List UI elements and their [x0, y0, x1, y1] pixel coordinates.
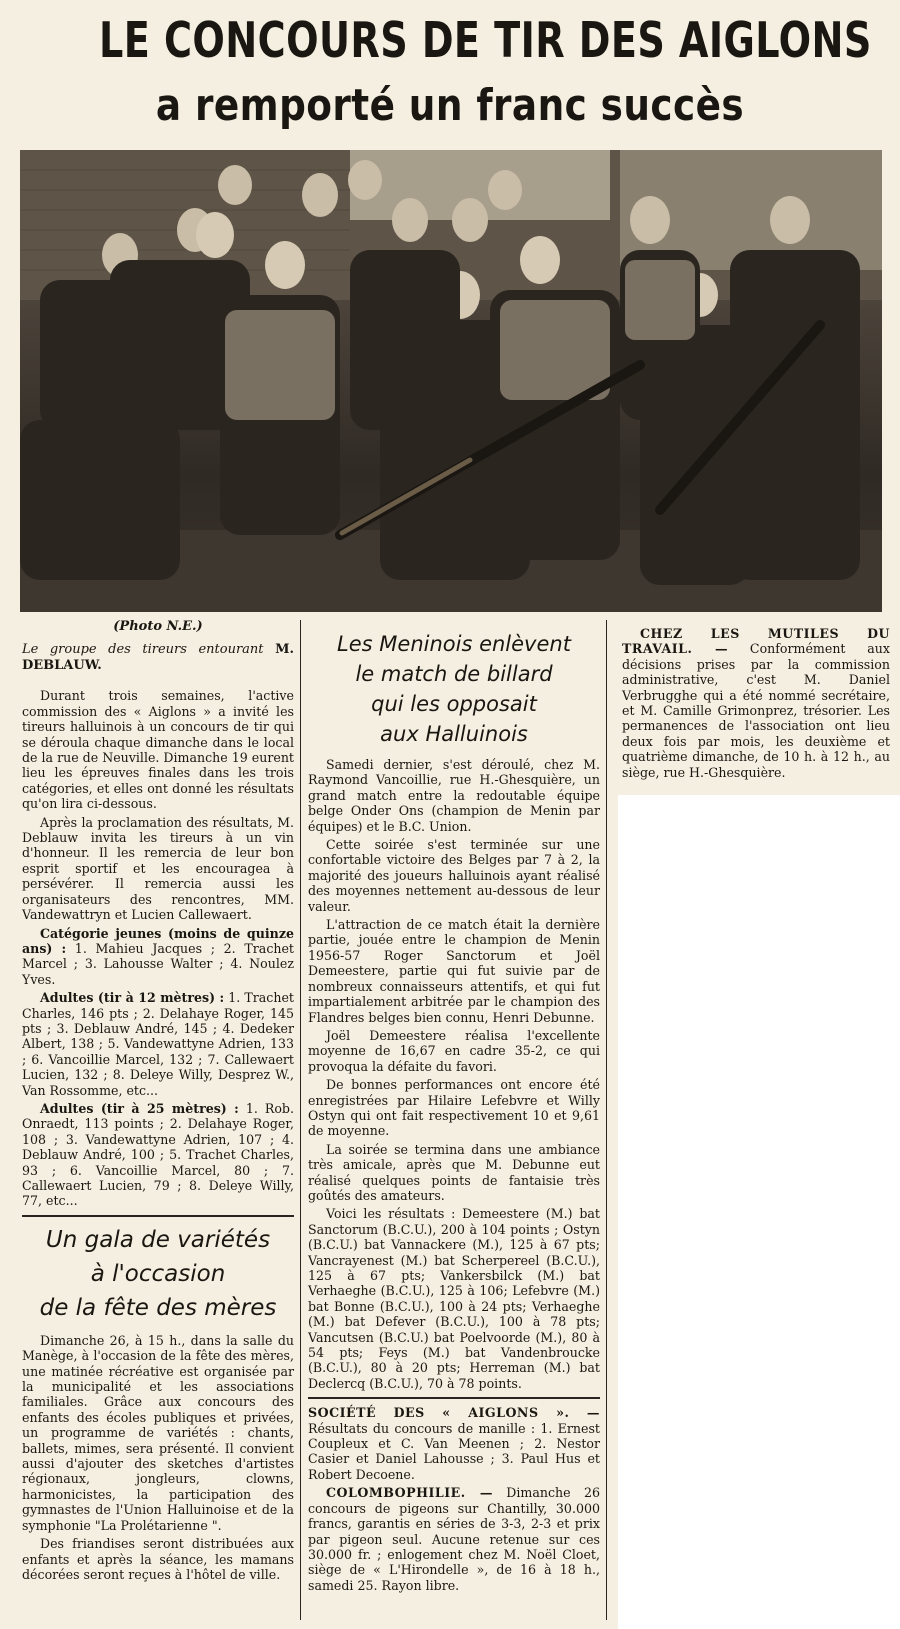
billard-title-line-2: le match de billard [355, 662, 553, 686]
results-jeunes-head: Catégorie jeunes (moins de quinze ans) : [22, 925, 294, 956]
gala-title-line-2: à l'occasion [90, 1260, 226, 1287]
divider [308, 1397, 600, 1399]
photo-credit: (Photo N.E.) [113, 619, 203, 634]
mutiles-paragraph [622, 626, 890, 780]
tir-paragraph-1: Durant trois semaines, l'active commission des « Aiglons » a invité les tireurs halluinois à un concours de tir qui se déroula chaque dimanche dans le local de la rue de Neuville. Dimanche 19 eurent lieu les épreuves finales dans les trois catégories, et elles ont donné les résultats qu'on lira ci-dessous. [22, 688, 294, 812]
billard-title-line-1: Les Meninois enlèvent [337, 632, 571, 656]
group-photo [20, 150, 882, 612]
results-25m-head: Adultes (tir à 25 mètres) : [40, 1100, 239, 1116]
blank-area [618, 795, 900, 1629]
billard-results: Voici les résultats : Demeestere (M.) bat Sanctorum (B.C.U.), 200 à 104 points ; Ostyn (B.C.U.) bat Vannackere (M.), 125 à 67 pts; Vancrayenest (M.) bat Scherpereel (B.C.U.), 125 à 67 pts; Vankersbilck (M.) bat Verhaeghe (B.C.U.), 125 à 106; Lefebvre (M.) bat Bonne (B.C.U.), 100 à 24 pts; Verhaeghe (M.) bat Defever (B.C.U.), 100 à 78 pts; Vancutsen (B.C.U.) bat Poelvoorde (M.), 80 à 54 pts; Feys (M.) bat Vandenbroucke (B.C.U.), 80 à 20 pts; Herreman (M.) bat Declercq (B.C.U.), 70 à 78 points. [308, 1206, 600, 1391]
societe-aiglons-body: Résultats du concours de manille : 1. Ernest Coupleux et C. Van Meenen ; 2. Nestor Casier et Daniel Lahousse ; 3. Paul Hus et Robert Decoene. [308, 1420, 600, 1482]
billard-paragraph-4: Joël Demeestere réalisa l'excellente moyenne de 16,67 en cadre 35-2, ce qui provoqua la défaite du favori. [308, 1027, 600, 1074]
billard-paragraph-2: Cette soirée s'est terminée sur une confortable victoire des Belges par 7 à 2, la majorité des joueurs halluinois ayant réalisé des moyennes nettement au-dessous de leur valeur. [308, 837, 600, 914]
caption-name: M. DEBLAUW. [22, 642, 294, 674]
societe-aiglons [308, 1405, 600, 1482]
headline-line-2: a remporté un franc succès [155, 80, 745, 131]
gala-title [22, 1223, 294, 1325]
results-12m-head: Adultes (tir à 12 mètres) : [40, 990, 225, 1006]
billard-paragraph-6: La soirée se termina dans une ambiance très amicale, après que M. Debunne eut réalisé quelques points de fantaisie très goûtés des amateurs. [308, 1141, 600, 1203]
colombophilie [308, 1485, 600, 1593]
column-1 [22, 613, 294, 1585]
billard-paragraph-1: Samedi dernier, s'est déroulé, chez M. Raymond Vancoillie, rue H.-Ghesquière, un grand match entre la redoutable équipe belge Onder Ons (champion de Menin par équipes) et le B.C. Union. [308, 757, 600, 834]
results-25m [22, 1101, 294, 1209]
headline [0, 6, 900, 136]
column-2 [308, 623, 600, 1596]
column-rule-1 [300, 620, 301, 1620]
billard-paragraph-3: L'attraction de ce match était la dernière partie, jouée entre le champion de Menin 1956-57 Roger Sanctorum et Joël Demeestere, partie qui fut suivie par de nombreux connaisseurs attentifs, et qui fut impartialement arbitrée par le champion des Flandres belges bien connu, Henri Debunne. [308, 917, 600, 1025]
billard-title-line-4: aux Halluinois [380, 722, 528, 746]
group-photo-illustration [20, 150, 882, 612]
gala-paragraph-2: Des friandises seront distribuées aux enfants et après la séance, les mamans décorées seront reçues à l'hôtel de ville. [22, 1536, 294, 1582]
caption-text: Le groupe des tireurs entourant [22, 642, 264, 658]
results-25m-body: 1. Rob. Onraedt, 113 points ; 2. Delahaye Roger, 108 ; 3. Vandewattyne Adrien, 107 ; 4. Deblauw André, 100 ; 5. Trachet Charles, 93 ; 6. Vancoillie Marcel, 80 ; 7. Callewaert Lucien, 79 ; 8. Deleye Willy, 77, etc... [22, 1100, 294, 1209]
column-rule-2 [606, 620, 607, 1620]
tir-paragraph-2: Après la proclamation des résultats, M. Deblauw invita les tireurs à un vin d'honneur. Il les remercia de leur bon esprit sportif et les encouragea à persévérer. Il remercia aussi les organisateurs des rencontres, MM. Vandewattryn et Lucien Callewaert. [22, 814, 294, 923]
photo-caption [22, 642, 294, 674]
column-3 [622, 626, 890, 794]
results-jeunes [22, 926, 294, 988]
societe-aiglons-head: SOCIÉTÉ DES « AIGLONS ». — [308, 1405, 600, 1421]
billard-title [308, 629, 600, 749]
mutiles-body: Conformément aux décisions prises par la commission administrative, c'est M. Daniel Verbrugghe qui a été nommé secrétaire, et M. Camille Grimonprez, trésorier. Les permanences de l'association ont lieu deux fois par mois, les deuxième et quatrième dimanche, de 10 h. à 12 h., au siège, rue H.-Ghesquière. [622, 641, 890, 780]
divider [22, 1215, 294, 1217]
headline-line-1: LE CONCOURS DE TIR DES AIGLONS [99, 12, 872, 69]
billard-title-line-3: qui les opposait [371, 692, 537, 716]
results-12m-body: 1. Trachet Charles, 146 pts ; 2. Delahaye Roger, 145 pts ; 3. Deblauw André, 145 ; 4. Dedeker Albert, 138 ; 5. Vandewattyne Adrien, 133 ; 6. Vancoillie Marcel, 132 ; 7. Callewaert Lucien, 132 ; 8. Deleye Willy, Desprez W., Van Rossomme, etc... [22, 990, 294, 1098]
colombophilie-body: Dimanche 26 concours de pigeons sur Chantilly, 30.000 francs, garantis en séries de 3-3, 2-3 et prix par pigeon seul. Aucune retenue sur ces 30.000 fr. ; enlogement chez M. Noël Cloet, siège de « L'Hirondelle », de 16 à 18 h., samedi 25. Rayon libre. [308, 1485, 600, 1593]
colombophilie-head: COLOMBOPHILIE. — [326, 1485, 493, 1501]
mutiles-head: CHEZ LES MUTILES DU TRAVAIL. — [622, 626, 890, 657]
gala-paragraph-1: Dimanche 26, à 15 h., dans la salle du Manège, à l'occasion de la fête des mères, une matinée récréative est organisée par la municipalité et les associations familiales. Grâce aux concours des enfants des écoles publiques et privées, un programme de variétés : chants, ballets, mimes, sera présenté. Il convient aussi d'ajouter des sketches d'artistes régionaux, jongleurs, clowns, harmonicistes, la participation des gymnastes de l'Union Halluinoise et de la symphonie "La Prolétarienne ". [22, 1332, 294, 1533]
results-12m [22, 990, 294, 1098]
gala-title-line-1: Un gala de variétés [45, 1226, 271, 1253]
billard-paragraph-5: De bonnes performances ont encore été enregistrées par Hilaire Lefebvre et Willy Ostyn qui ont fait respectivement 10 et 9,61 de moyenne. [308, 1077, 600, 1139]
gala-title-line-3: de la fête des mères [39, 1294, 277, 1321]
results-jeunes-body: 1. Mahieu Jacques ; 2. Trachet Marcel ; 3. Lahousse Walter ; 4. Noulez Yves. [22, 940, 294, 987]
